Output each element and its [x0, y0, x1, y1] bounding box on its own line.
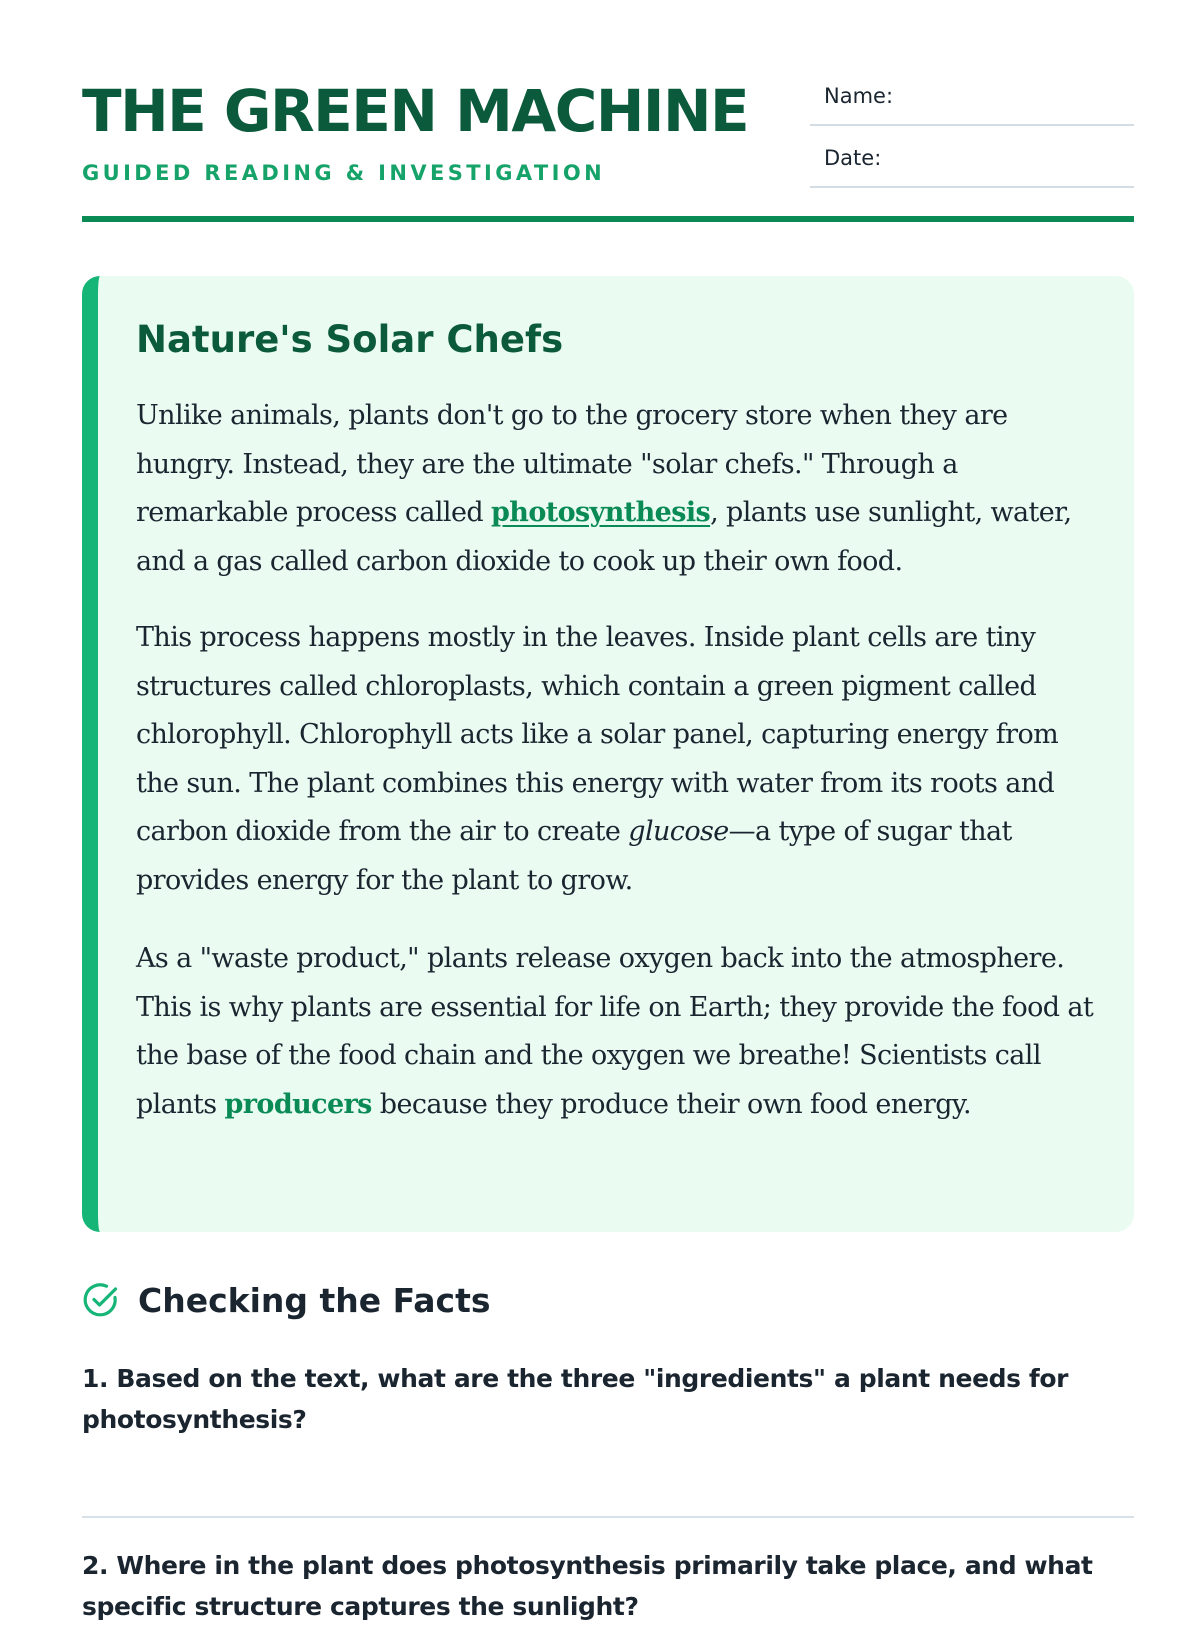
checking-facts-heading — [82, 1278, 491, 1322]
answer-line-1[interactable] — [82, 1516, 1134, 1518]
paragraph-text: , plants use sunlight, water, and a gas called carbon dioxide to cook up their own food. — [136, 497, 1072, 577]
worksheet-header — [82, 70, 1134, 222]
worksheet-title: THE GREEN MACHINE — [82, 77, 749, 145]
passage-paragraph-1 — [136, 392, 1096, 586]
producers-term: producers — [224, 1088, 372, 1120]
name-label: Name: — [824, 84, 894, 108]
paragraph-text: because they produce their own food energy. — [371, 1088, 971, 1120]
section-title: Checking the Facts — [138, 1280, 491, 1320]
paragraph-text: As a "waste product," plants release oxygen back into the atmosphere. This is why plants are essential for life on Earth; they provide the food at the base of the food chain and the oxygen we breathe! Scientists call plants — [136, 943, 1094, 1120]
paragraph-text: This process happens mostly in the leaves. Inside plant cells are tiny structures called chloroplasts, which contain a green pigment called chlorophyll. Chlorophyll acts like a solar panel, capturing energy from the sun. The plant combines this energy with water from its roots and carbon dioxide from the air to create — [136, 622, 1059, 847]
glucose-emphasis: glucose — [628, 816, 729, 847]
question-2: 2. Where in the plant does photosynthesis primarily take place, and what specific structure captures the sunlight? — [82, 1551, 1093, 1621]
check-circle-icon — [82, 1281, 120, 1319]
date-label: Date: — [824, 146, 882, 170]
worksheet-subtitle: GUIDED READING & INVESTIGATION — [82, 161, 606, 185]
date-field[interactable] — [810, 132, 1134, 188]
paragraph-text: Unlike animals, plants don't go to the grocery store when they are hungry. Instead, they are the ultimate "solar chefs." Through a remarkable process called — [136, 400, 1008, 528]
name-field[interactable] — [810, 70, 1134, 126]
reading-passage-card — [82, 276, 1134, 1232]
question-1: 1. Based on the text, what are the three "ingredients" a plant needs for photosynthesis? — [82, 1364, 1069, 1434]
photosynthesis-term-link[interactable]: photosynthesis — [491, 497, 711, 528]
passage-title: Nature's Solar Chefs — [136, 318, 564, 361]
passage-paragraph-3 — [136, 935, 1096, 1129]
paragraph-text: —a type of sugar that provides energy for the plant to grow. — [136, 816, 1012, 896]
passage-paragraph-2 — [136, 614, 1096, 905]
